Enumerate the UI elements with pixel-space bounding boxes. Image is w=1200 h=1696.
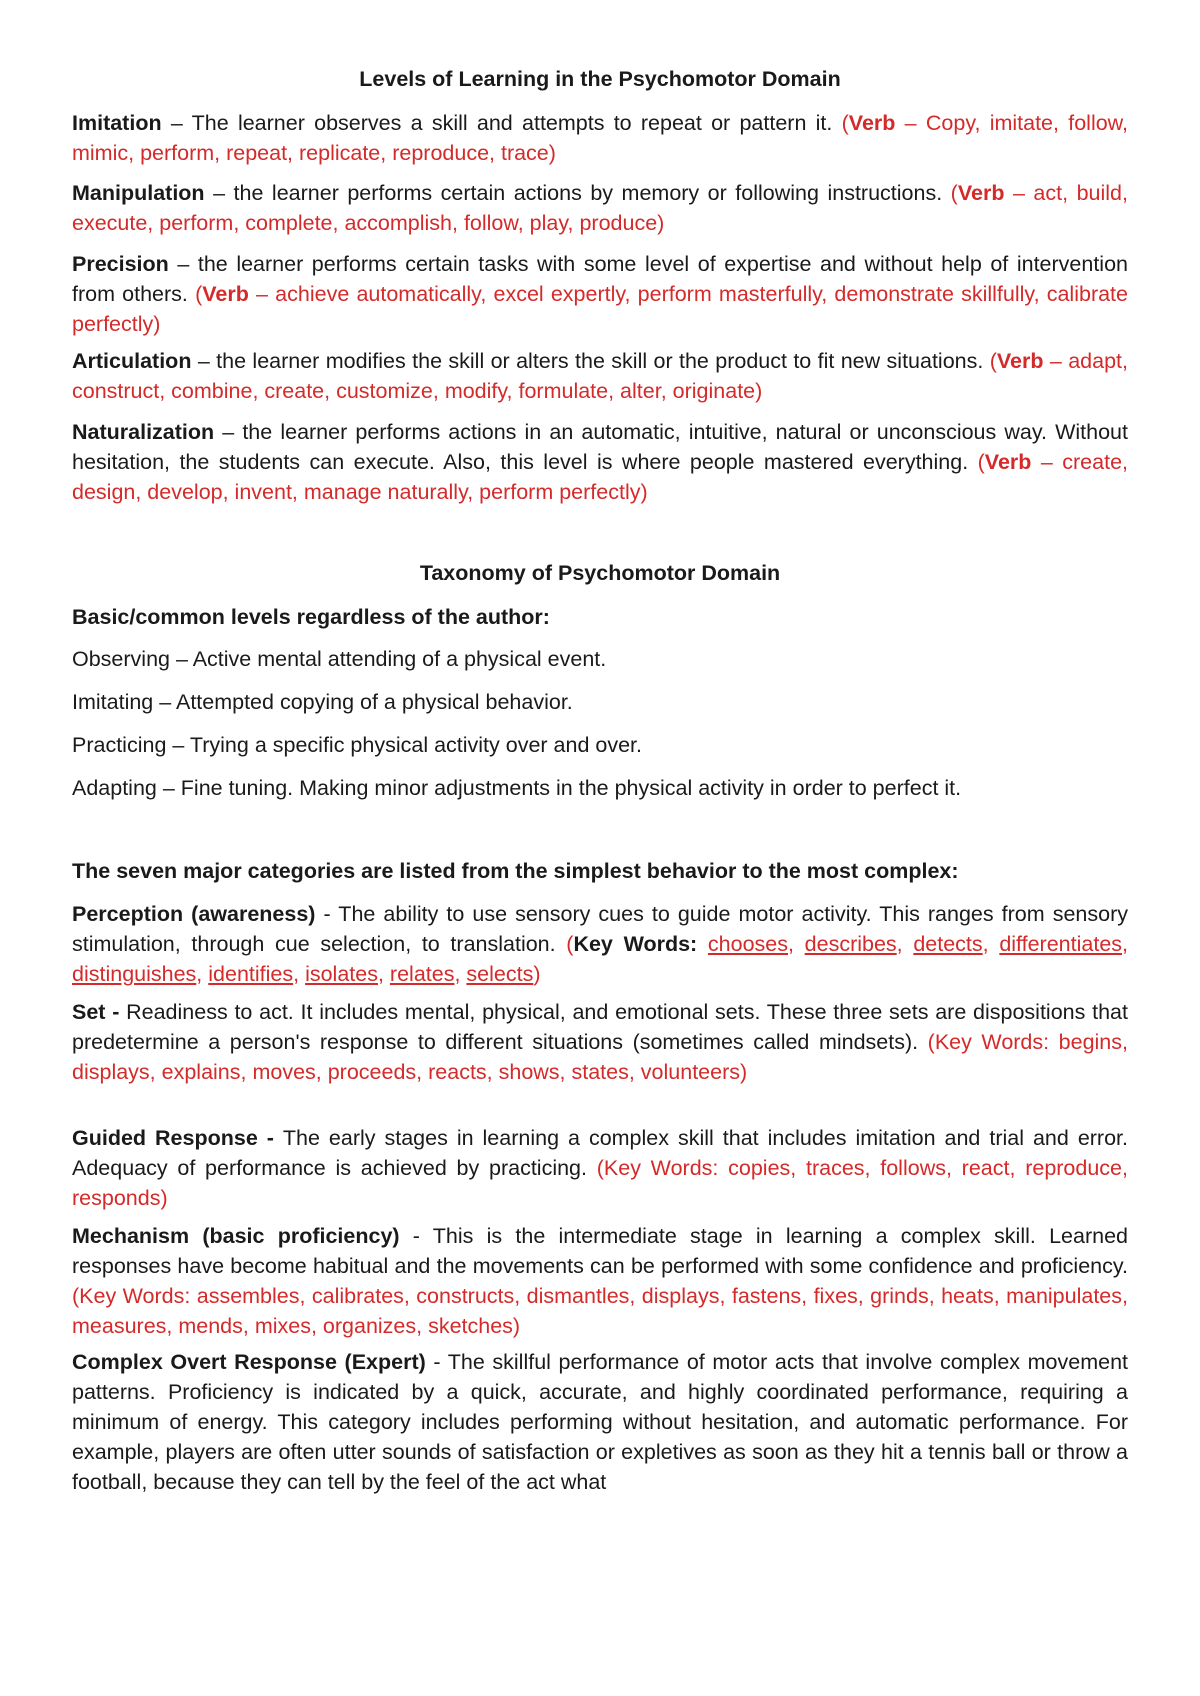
level-desc: – the learner performs certain actions by memory or following instructions. [204,181,951,205]
kw-label: Key Words: [573,932,698,956]
category-complex-overt-response [72,1347,1128,1497]
verb-open: ( [195,282,203,306]
category-desc: The early stages in learning a complex skill that includes imitation and trial and error. Adequacy of performance is achieved by practicing. [72,1126,1129,1180]
categories-heading: The seven major categories are listed from the simplest behavior to the most complex: [72,859,959,883]
category-desc: - This is the intermediate stage in learning a complex skill. Learned responses have become habitual and the movements can be performed with some confidence and proficiency. [72,1224,1128,1278]
verb-list: – act, build, execute, perform, complete, accomplish, follow, play, produce) [72,181,1128,235]
kw-sep: , [293,962,306,986]
level-term: Precision [72,252,169,276]
category-term: Set - [72,1000,127,1024]
category-keywords: (Key Words: copies, traces, follows, react, reproduce, responds) [72,1156,1128,1210]
keyword: chooses [707,932,788,956]
kw-sep: , [982,932,1000,956]
level-precision [72,249,1128,339]
section-subtitle: Basic/common levels regardless of the author: [72,605,550,629]
level-desc: – the learner modifies the skill or alters the skill or the product to fit new situations. [191,349,990,373]
keyword: relates [389,962,455,986]
category-mechanism [72,1221,1128,1341]
category-keywords: (Key Words: begins, displays, explains, moves, proceeds, reacts, shows, states, volunteers) [72,1030,1128,1084]
category-term: Complex Overt Response (Expert) [72,1350,426,1374]
kw-sep: , [454,962,467,986]
level-articulation [72,346,1128,406]
level-imitation [72,108,1128,168]
category-desc: Readiness to act. It includes mental, physical, and emotional sets. These three sets are dispositions that predetermine a person's response to different situations (sometimes called mindsets). [72,1000,1128,1054]
verb-label: Verb [202,282,249,306]
level-term: Manipulation [72,181,205,205]
keyword: selects [466,962,534,986]
verb-open: ( [977,450,985,474]
keyword: identifies [208,962,294,986]
verb-list: – adapt, construct, combine, create, customize, modify, formulate, alter, originate) [72,349,1128,403]
keyword: describes [804,932,897,956]
level-term: Naturalization [72,420,215,444]
keyword: differentiates [999,932,1123,956]
category-term: Perception (awareness) [72,902,316,926]
verb-list: – achieve automatically, excel expertly, perform masterfully, demonstrate skillfully, calibrate perfectly) [72,282,1128,336]
kw-sep: , [788,932,805,956]
verb-label: Verb [957,181,1005,205]
keyword: distinguishes [72,962,197,986]
category-term: Guided Response - [72,1126,283,1150]
verb-label: Verb [848,111,896,135]
level-manipulation [72,178,1128,238]
kw-sep: , [1122,932,1129,956]
section-title-taxonomy: Taxonomy of Psychomotor Domain [419,561,781,585]
verb-open: ( [950,181,958,205]
category-desc: - The ability to use sensory cues to guide motor activity. This ranges from sensory stimulation, through cue selection, to translation. [72,902,1128,956]
level-naturalization [72,417,1128,507]
section-title-levels: Levels of Learning in the Psychomotor Domain [359,67,841,91]
taxonomy-item-imitating: Imitating – Attempted copying of a physical behavior. [72,690,573,714]
verb-open: ( [989,349,997,373]
level-term: Imitation [72,111,162,135]
verb-label: Verb [984,450,1032,474]
keyword: isolates [305,962,378,986]
level-desc: – the learner performs certain tasks with some level of expertise and without help of intervention from others. [72,252,1128,306]
verb-list: – Copy, imitate, follow, mimic, perform, repeat, replicate, reproduce, trace) [72,111,1128,165]
category-desc: - The skillful performance of motor acts that involve complex movement patterns. Proficiency is indicated by a quick, accurate, and highly coordinated performance, requiring a minimum of energy. This category includes performing without hesitation, and automatic performance. For example, players are often utter sounds of satisfaction or expletives as soon as they hit a tennis ball or throw a football, because they can tell by the feel of the act what [72,1350,1128,1494]
category-guided-response [72,1123,1128,1213]
category-perception [72,899,1128,989]
kw-open: ( [566,932,574,956]
kw-sep: , [196,962,209,986]
category-set [72,997,1128,1087]
level-term: Articulation [72,349,192,373]
level-desc: – The learner observes a skill and attempts to repeat or pattern it. [161,111,842,135]
taxonomy-item-observing: Observing – Active mental attending of a physical event. [72,647,607,671]
level-desc: – the learner performs actions in an automatic, intuitive, natural or unconscious way. Without hesitation, the students can execute. Also, this level is where people mastered everything. [72,420,1128,474]
verb-list: – create, design, develop, invent, manage naturally, perform perfectly) [72,450,1128,504]
category-keywords: (Key Words: assembles, calibrates, constructs, dismantles, displays, fastens, fixes, grinds, heats, manipulates, measures, mends, mixes, organizes, sketches) [72,1284,1128,1338]
verb-open: ( [841,111,849,135]
taxonomy-item-practicing: Practicing – Trying a specific physical activity over and over. [72,733,643,757]
verb-label: Verb [996,349,1044,373]
keyword: detects [913,932,983,956]
kw-sep: , [896,932,914,956]
taxonomy-item-adapting: Adapting – Fine tuning. Making minor adjustments in the physical activity in order to perfect it. [72,776,962,800]
category-term: Mechanism (basic proficiency) [72,1224,400,1248]
kw-close: ) [533,962,541,986]
kw-sep: , [377,962,390,986]
